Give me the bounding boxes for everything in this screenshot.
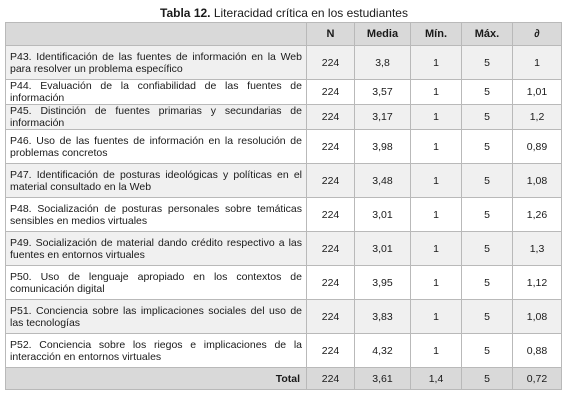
- cell-item: P44. Evaluación de la confiabilidad de las fuentes de información: [6, 80, 307, 105]
- cell-media: 3,01: [355, 232, 411, 266]
- total-media: 3,61: [355, 368, 411, 390]
- cell-deviation: 1,08: [513, 300, 562, 334]
- total-label: Total: [6, 368, 307, 390]
- cell-max: 5: [462, 266, 513, 300]
- table-row: [6, 334, 562, 368]
- cell-max: 5: [462, 80, 513, 105]
- cell-n: 224: [307, 266, 355, 300]
- statistics-table: [5, 22, 562, 390]
- cell-max: 5: [462, 334, 513, 368]
- cell-max: 5: [462, 300, 513, 334]
- cell-item: P46. Uso de las fuentes de información en la resolución de problemas concretos: [6, 130, 307, 164]
- cell-media: 3,17: [355, 105, 411, 130]
- cell-max: 5: [462, 105, 513, 130]
- cell-deviation: 1,26: [513, 198, 562, 232]
- cell-max: 5: [462, 130, 513, 164]
- cell-min: 1: [411, 266, 462, 300]
- cell-min: 1: [411, 164, 462, 198]
- table-caption: [0, 0, 568, 22]
- cell-media: 3,83: [355, 300, 411, 334]
- cell-min: 1: [411, 334, 462, 368]
- table-row: [6, 300, 562, 334]
- cell-max: 5: [462, 164, 513, 198]
- cell-n: 224: [307, 300, 355, 334]
- table-row: [6, 198, 562, 232]
- header-min: Mín.: [411, 23, 462, 46]
- cell-media: 3,01: [355, 198, 411, 232]
- total-row: [6, 368, 562, 390]
- header-deviation: ∂: [513, 23, 562, 46]
- cell-deviation: 1,08: [513, 164, 562, 198]
- cell-n: 224: [307, 334, 355, 368]
- cell-min: 1: [411, 46, 462, 80]
- cell-deviation: 0,88: [513, 334, 562, 368]
- header-row: [6, 23, 562, 46]
- caption-title: Literacidad crítica en los estudiantes: [213, 6, 408, 20]
- cell-deviation: 1,2: [513, 105, 562, 130]
- header-item: [6, 23, 307, 46]
- cell-media: 3,57: [355, 80, 411, 105]
- cell-max: 5: [462, 232, 513, 266]
- header-media: Media: [355, 23, 411, 46]
- table-row: [6, 266, 562, 300]
- cell-media: 3,98: [355, 130, 411, 164]
- header-max: Máx.: [462, 23, 513, 46]
- table-row: [6, 164, 562, 198]
- cell-media: 3,48: [355, 164, 411, 198]
- cell-min: 1: [411, 105, 462, 130]
- cell-n: 224: [307, 80, 355, 105]
- cell-deviation: 1: [513, 46, 562, 80]
- table-row: [6, 80, 562, 105]
- cell-item: P47. Identificación de posturas ideológicas y políticas en el material consultado en la Web: [6, 164, 307, 198]
- cell-item: P49. Socialización de material dando crédito respectivo a las fuentes en entornos virtuales: [6, 232, 307, 266]
- total-deviation: 0,72: [513, 368, 562, 390]
- cell-max: 5: [462, 198, 513, 232]
- table-body: [6, 46, 562, 368]
- cell-media: 3,95: [355, 266, 411, 300]
- cell-deviation: 0,89: [513, 130, 562, 164]
- cell-deviation: 1,3: [513, 232, 562, 266]
- cell-n: 224: [307, 232, 355, 266]
- cell-item: P45. Distinción de fuentes primarias y secundarias de información: [6, 105, 307, 130]
- cell-item: P52. Conciencia sobre los riegos e implicaciones de la interacción en entornos virtuales: [6, 334, 307, 368]
- cell-n: 224: [307, 164, 355, 198]
- cell-item: P50. Uso de lenguaje apropiado en los contextos de comunicación digital: [6, 266, 307, 300]
- cell-deviation: 1,12: [513, 266, 562, 300]
- cell-deviation: 1,01: [513, 80, 562, 105]
- cell-n: 224: [307, 105, 355, 130]
- total-n: 224: [307, 368, 355, 390]
- cell-max: 5: [462, 46, 513, 80]
- cell-n: 224: [307, 198, 355, 232]
- cell-n: 224: [307, 46, 355, 80]
- total-max: 5: [462, 368, 513, 390]
- cell-min: 1: [411, 130, 462, 164]
- cell-item: P51. Conciencia sobre las implicaciones sociales del uso de las tecnologías: [6, 300, 307, 334]
- cell-media: 4,32: [355, 334, 411, 368]
- cell-item: P48. Socialización de posturas personales sobre temáticas sensibles en medios virtuales: [6, 198, 307, 232]
- table-row: [6, 232, 562, 266]
- cell-min: 1: [411, 232, 462, 266]
- table-row: [6, 46, 562, 80]
- total-min: 1,4: [411, 368, 462, 390]
- cell-min: 1: [411, 80, 462, 105]
- header-n: N: [307, 23, 355, 46]
- cell-n: 224: [307, 130, 355, 164]
- cell-media: 3,8: [355, 46, 411, 80]
- cell-min: 1: [411, 300, 462, 334]
- caption-label: Tabla 12.: [160, 6, 211, 20]
- table-row: [6, 130, 562, 164]
- cell-item: P43. Identificación de las fuentes de información en la Web para resolver un problema específico: [6, 46, 307, 80]
- cell-min: 1: [411, 198, 462, 232]
- table-row: [6, 105, 562, 130]
